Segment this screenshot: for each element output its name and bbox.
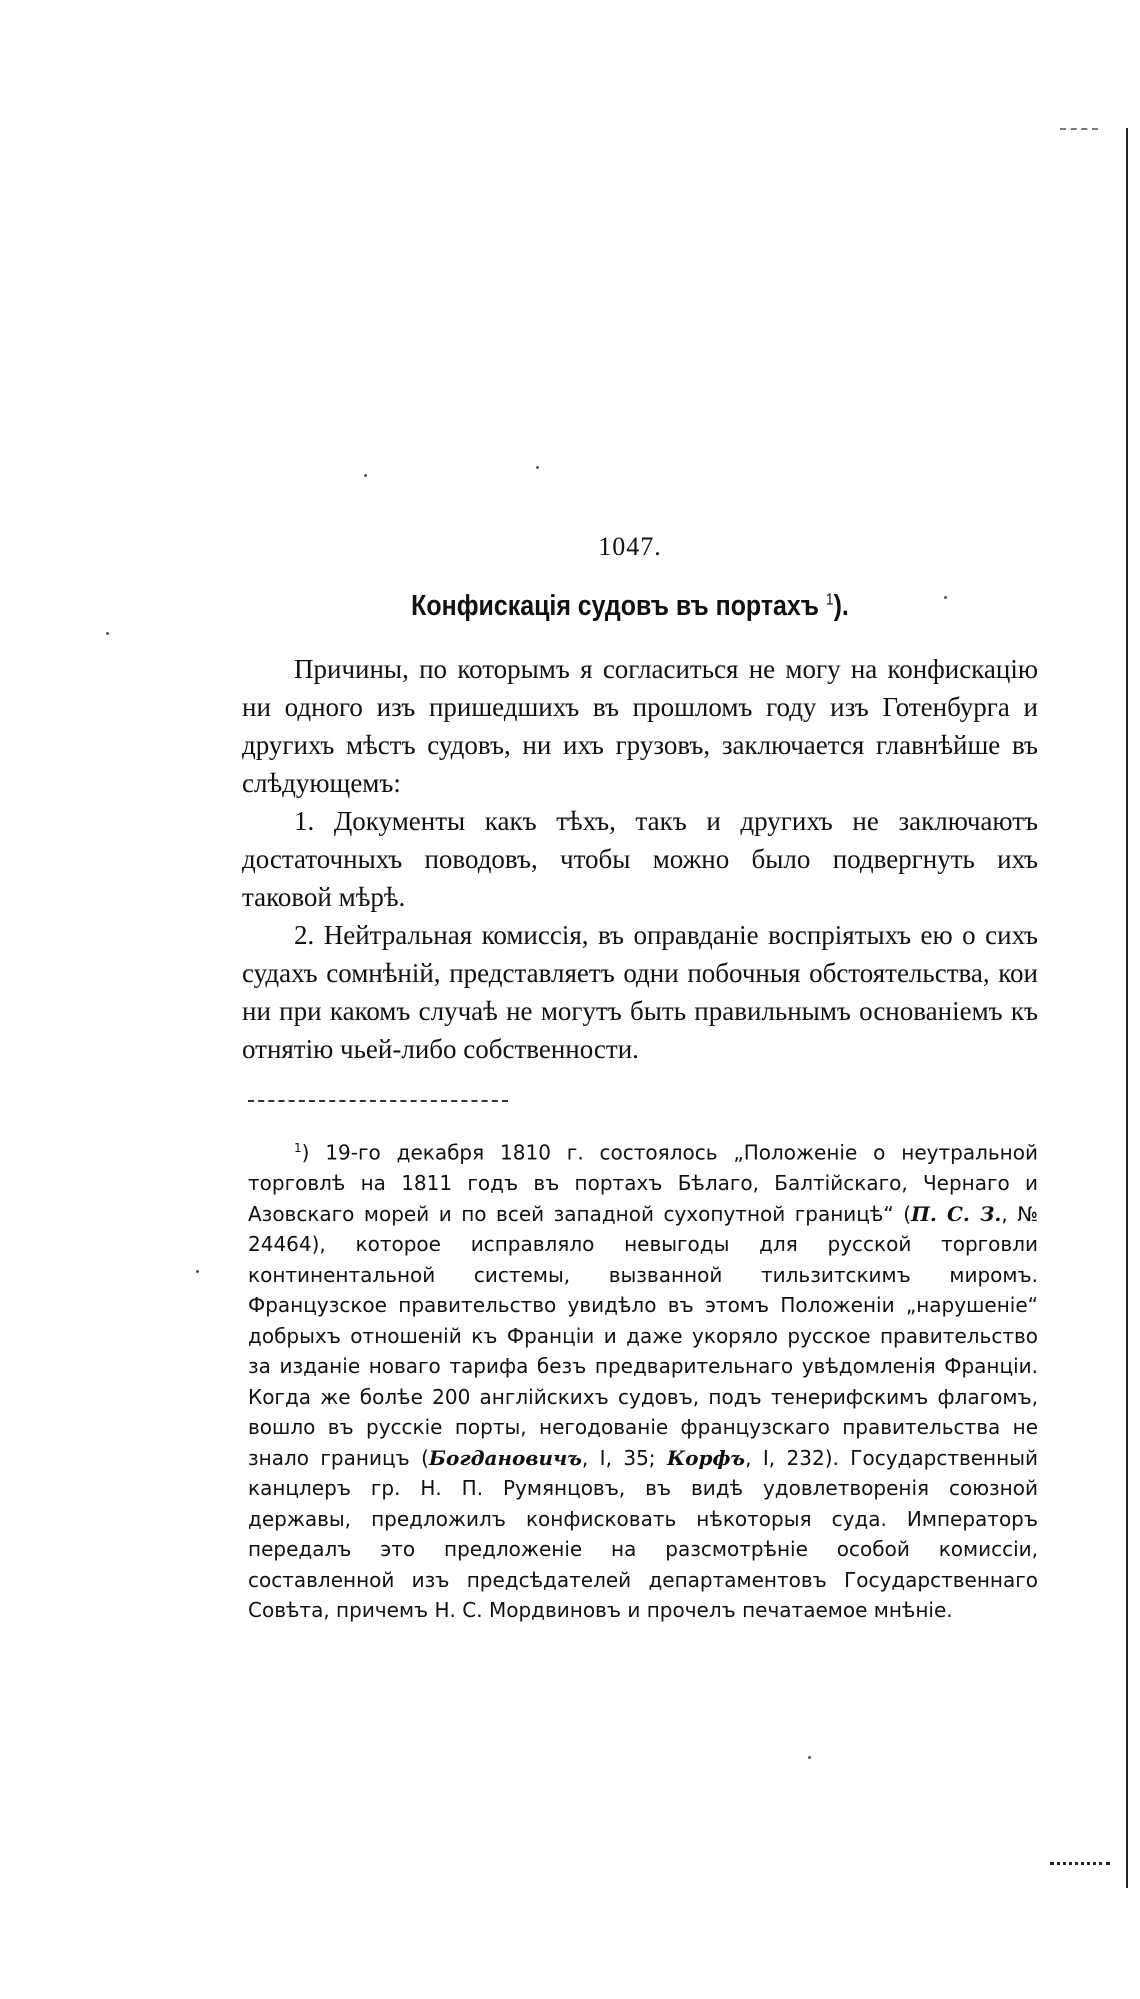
main-text (242, 650, 1038, 1068)
title-text: Конфискація судовъ въ портахъ (411, 590, 819, 622)
scan-speck (196, 1270, 199, 1273)
scan-speck (536, 466, 539, 469)
footnote-text-part: , № 24464), которое исправляло невыгоды для русской торговли континентальной системы, вызванной тильзитскимъ миромъ. Французское правительство увидѣло въ этомъ Положеніи „нарушеніе“ добрыхъ отношеній къ Франціи и даже укоряло русское правительство за изданіе новаго тарифа безъ предварительнаго увѣдомленія Франціи. Когда же болѣе 200 англійскихъ судовъ, подъ тенерифскимъ флагомъ, вошло въ русскіе порты, негодованіе французскаго правительства не знало границъ ( (248, 1201, 1038, 1470)
scan-edge-dash (1060, 128, 1098, 130)
page-number: 1047. (598, 532, 662, 561)
body-paragraph: 2. Нейтральная комиссія, въ оправданіе воспріятыхъ ею о сихъ судахъ сомнѣній, представляетъ одни побочныя обстоятельства, кои ни при какомъ случаѣ не могутъ быть правильнымъ основаніемъ къ отнятію чьей-либо собственности. (242, 920, 1038, 1064)
scan-edge-line (1126, 128, 1128, 1888)
footnote-marker: 1 (294, 1141, 302, 1155)
scan-edge-mark (1050, 1862, 1110, 1871)
footnote-text-part: , I, 35; (581, 1445, 667, 1470)
footnote-text-part: , I, 232). Государственный канцлеръ гр. Н. П. Румянцовъ, въ видѣ удовлетворенія союзной державы, предложилъ конфисковать нѣкоторыя суда. Императоръ передалъ это предложеніе на разсмотрѣніе особой комиссіи, составленной изъ предсѣдателей департаментовъ Государственнаго Совѣта, причемъ Н. С. Мордвиновъ и прочелъ печатаемое мнѣніе. (248, 1445, 1038, 1623)
scan-speck (808, 1756, 811, 1759)
footnote-text-part: ) 19-го декабря 1810 г. состоялось „Положеніе о неутральной торговлѣ на 1811 годъ въ портахъ Бѣлаго, Балтійскаго, Чернаго и Азовскаго морей и по всей западной сухопутной границѣ“ ( (248, 1140, 1038, 1226)
title-tail: ). (833, 590, 849, 622)
footnote-separator (248, 1100, 508, 1102)
footnote (248, 1133, 1038, 1626)
scan-speck (944, 596, 947, 599)
scan-speck (364, 474, 367, 477)
footnote-paragraph (248, 1133, 1038, 1626)
footnote-reference: П. С. З. (911, 1201, 1002, 1226)
scan-speck (106, 632, 109, 635)
footnote-reference: Богдановичъ (428, 1445, 582, 1470)
body-paragraph: Причины, по которымъ я согласиться не могу на конфискацію ни одного изъ пришедшихъ въ прошломъ году изъ Готенбурга и другихъ мѣстъ судовъ, ни ихъ грузовъ, заключается главнѣйше въ слѣдующемъ: (242, 654, 1038, 798)
footnote-reference: Корфъ (666, 1445, 746, 1470)
document-title (346, 590, 914, 623)
title-footnote-marker: 1 (825, 591, 834, 609)
body-paragraph: 1. Документы какъ тѣхъ, такъ и другихъ не заключаютъ достаточныхъ поводовъ, чтобы можно было подвергнуть ихъ таковой мѣрѣ. (242, 806, 1038, 912)
